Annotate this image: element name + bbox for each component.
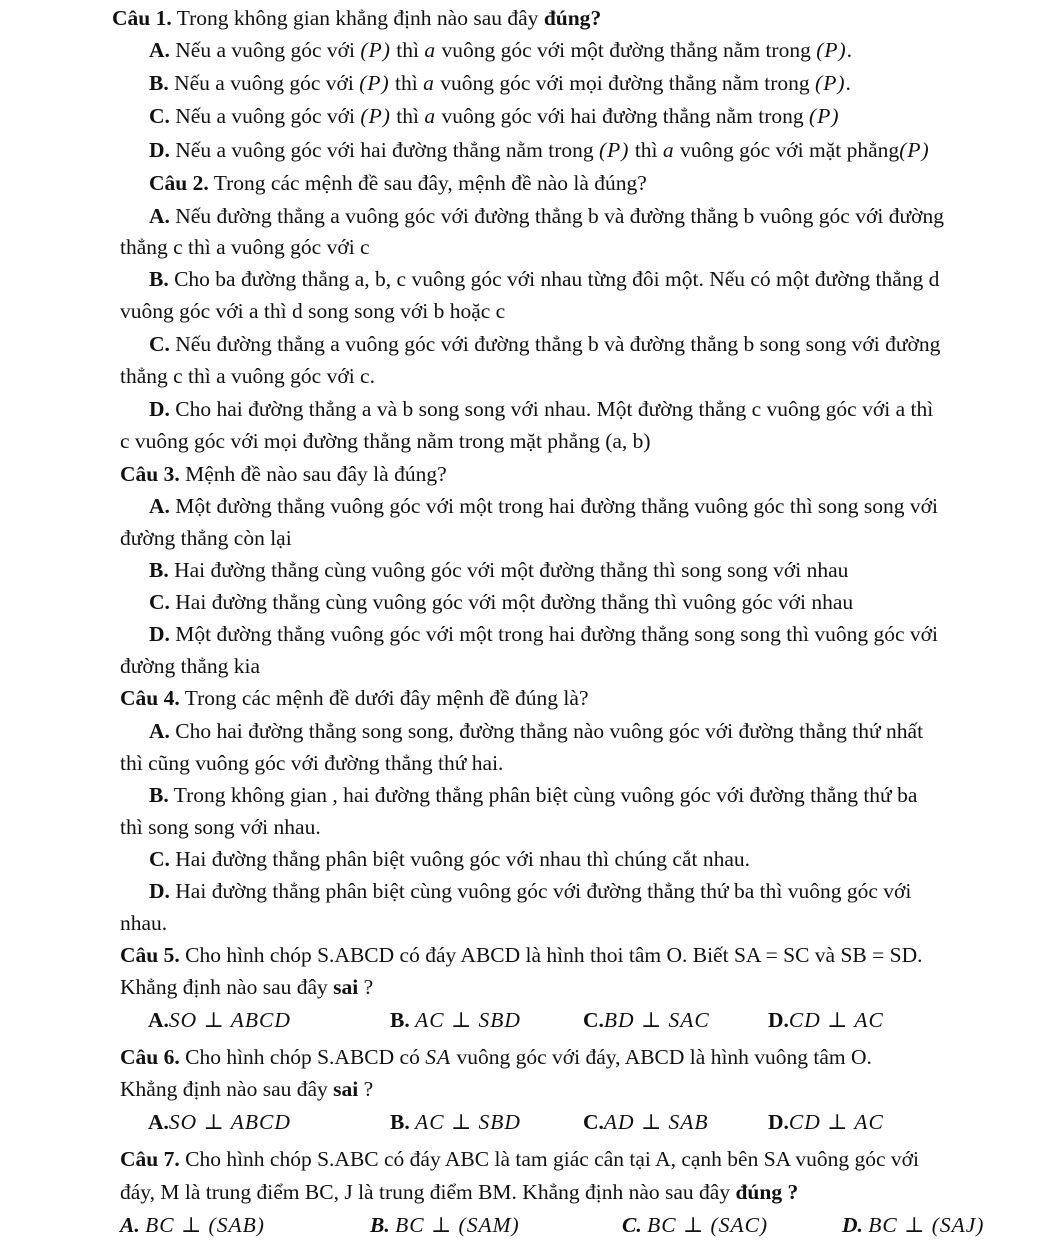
question-2-stem: Câu 2. Trong các mệnh đề sau đây, mệnh đề nào là đúng? (149, 171, 647, 195)
question-7-choice-a: A. BC ⊥ (SAB) (120, 1213, 265, 1237)
question-3-option-d: D. Một đường thẳng vuông góc với một trong hai đường thẳng song song thì vuông góc với (149, 622, 938, 646)
question-6-choice-a: A.SO ⊥ ABCD (148, 1110, 291, 1134)
question-4-option-d: D. Hai đường thẳng phân biệt cùng vuông góc với đường thẳng thứ ba thì vuông góc với (149, 879, 912, 903)
question-label: Câu 7. (120, 1147, 180, 1171)
question-7-choice-d: D. BC ⊥ (SAJ) (842, 1213, 985, 1237)
question-3-option-d-cont: đường thẳng kia (120, 654, 261, 678)
question-1-stem: Câu 1. Trong không gian khẳng định nào sau đây đúng? (112, 6, 602, 30)
question-4-option-c: C. Hai đường thẳng phân biệt vuông góc với nhau thì chúng cắt nhau. (149, 847, 751, 871)
question-3-stem: Câu 3. Mệnh đề nào sau đây là đúng? (120, 462, 447, 486)
question-3-option-a-cont: đường thẳng còn lại (120, 526, 292, 550)
question-5-choice-c: C.BD ⊥ SAC (583, 1008, 710, 1032)
question-1-option-b: B. Nếu a vuông góc với (P) thì a vuông góc với mọi đường thẳng nằm trong (P). (149, 71, 851, 95)
question-3-option-b: B. Hai đường thẳng cùng vuông góc với một đường thẳng thì song song với nhau (149, 558, 849, 582)
question-6-stem-cont: Khẳng định nào sau đây sai ? (120, 1077, 374, 1101)
question-5-choice-d: D.CD ⊥ AC (768, 1008, 884, 1032)
question-label: Câu 3. (120, 462, 180, 486)
question-4-option-a: A. Cho hai đường thẳng song song, đường thẳng nào vuông góc với đường thẳng thứ nhất (149, 719, 924, 743)
question-7-choice-b: B. BC ⊥ (SAM) (370, 1213, 520, 1237)
question-6-choice-d: D.CD ⊥ AC (768, 1110, 884, 1134)
question-1-option-c: C. Nếu a vuông góc với (P) thì a vuông góc với hai đường thẳng nằm trong (P) (149, 104, 840, 128)
question-5-stem: Câu 5. Cho hình chóp S.ABCD có đáy ABCD là hình thoi tâm O. Biết SA = SC và SB = SD. (120, 943, 923, 967)
question-4-option-b: B. Trong không gian , hai đường thẳng phân biệt cùng vuông góc với đường thẳng thứ ba (149, 783, 918, 807)
question-4-stem: Câu 4. Trong các mệnh đề dưới đây mệnh đề đúng là? (120, 686, 589, 710)
question-7-choice-c: C. BC ⊥ (SAC) (622, 1213, 769, 1237)
question-label: Câu 6. (120, 1045, 180, 1069)
question-6-choice-b: B. AC ⊥ SBD (390, 1110, 521, 1134)
question-7-stem-cont: đáy, M là trung điểm BC, J là trung điểm BM. Khẳng định nào sau đây đúng ? (120, 1180, 799, 1204)
question-2-option-a-cont: thẳng c thì a vuông góc với c (120, 235, 370, 259)
question-2-option-c: C. Nếu đường thẳng a vuông góc với đường thẳng b và đường thẳng b song song với đường (149, 332, 941, 356)
question-6-stem: Câu 6. Cho hình chóp S.ABCD có SA vuông góc với đáy, ABCD là hình vuông tâm O. (120, 1045, 872, 1069)
question-label: Câu 5. (120, 943, 180, 967)
question-4-option-a-cont: thì cũng vuông góc với đường thẳng thứ hai. (120, 751, 504, 775)
question-2-option-b: B. Cho ba đường thẳng a, b, c vuông góc với nhau từng đôi một. Nếu có một đường thẳng d (149, 267, 940, 291)
question-2-option-b-cont: vuông góc với a thì d song song với b hoặc c (120, 299, 506, 323)
question-7-stem: Câu 7. Cho hình chóp S.ABC có đáy ABC là tam giác cân tại A, cạnh bên SA vuông góc với (120, 1147, 920, 1171)
question-2-option-a: A. Nếu đường thẳng a vuông góc với đường thẳng b và đường thẳng b vuông góc với đường (149, 204, 944, 228)
question-4-option-d-cont: nhau. (120, 911, 168, 935)
question-1-option-a: A. Nếu a vuông góc với (P) thì a vuông góc với một đường thẳng nằm trong (P). (149, 38, 853, 62)
question-2-option-d: D. Cho hai đường thẳng a và b song song với nhau. Một đường thẳng c vuông góc với a thì (149, 397, 934, 421)
question-5-choice-b: B. AC ⊥ SBD (390, 1008, 521, 1032)
question-2-option-c-cont: thẳng c thì a vuông góc với c. (120, 364, 375, 388)
question-1-option-d: D. Nếu a vuông góc với hai đường thẳng nằm trong (P) thì a vuông góc với mặt phẳng(P) (149, 138, 930, 162)
question-4-option-b-cont: thì song song với nhau. (120, 815, 321, 839)
question-5-stem-cont: Khẳng định nào sau đây sai ? (120, 975, 374, 999)
question-label: Câu 2. (149, 171, 209, 195)
question-label: Câu 1. (112, 6, 172, 30)
question-6-choice-c: C.AD ⊥ SAB (583, 1110, 709, 1134)
question-3-option-c: C. Hai đường thẳng cùng vuông góc với một đường thẳng thì vuông góc với nhau (149, 590, 854, 614)
question-5-choice-a: A.SO ⊥ ABCD (148, 1008, 291, 1032)
question-label: Câu 4. (120, 686, 180, 710)
question-3-option-a: A. Một đường thẳng vuông góc với một trong hai đường thẳng vuông góc thì song song với (149, 494, 938, 518)
question-2-option-d-cont: c vuông góc với mọi đường thẳng nằm trong mặt phẳng (a, b) (120, 429, 651, 453)
